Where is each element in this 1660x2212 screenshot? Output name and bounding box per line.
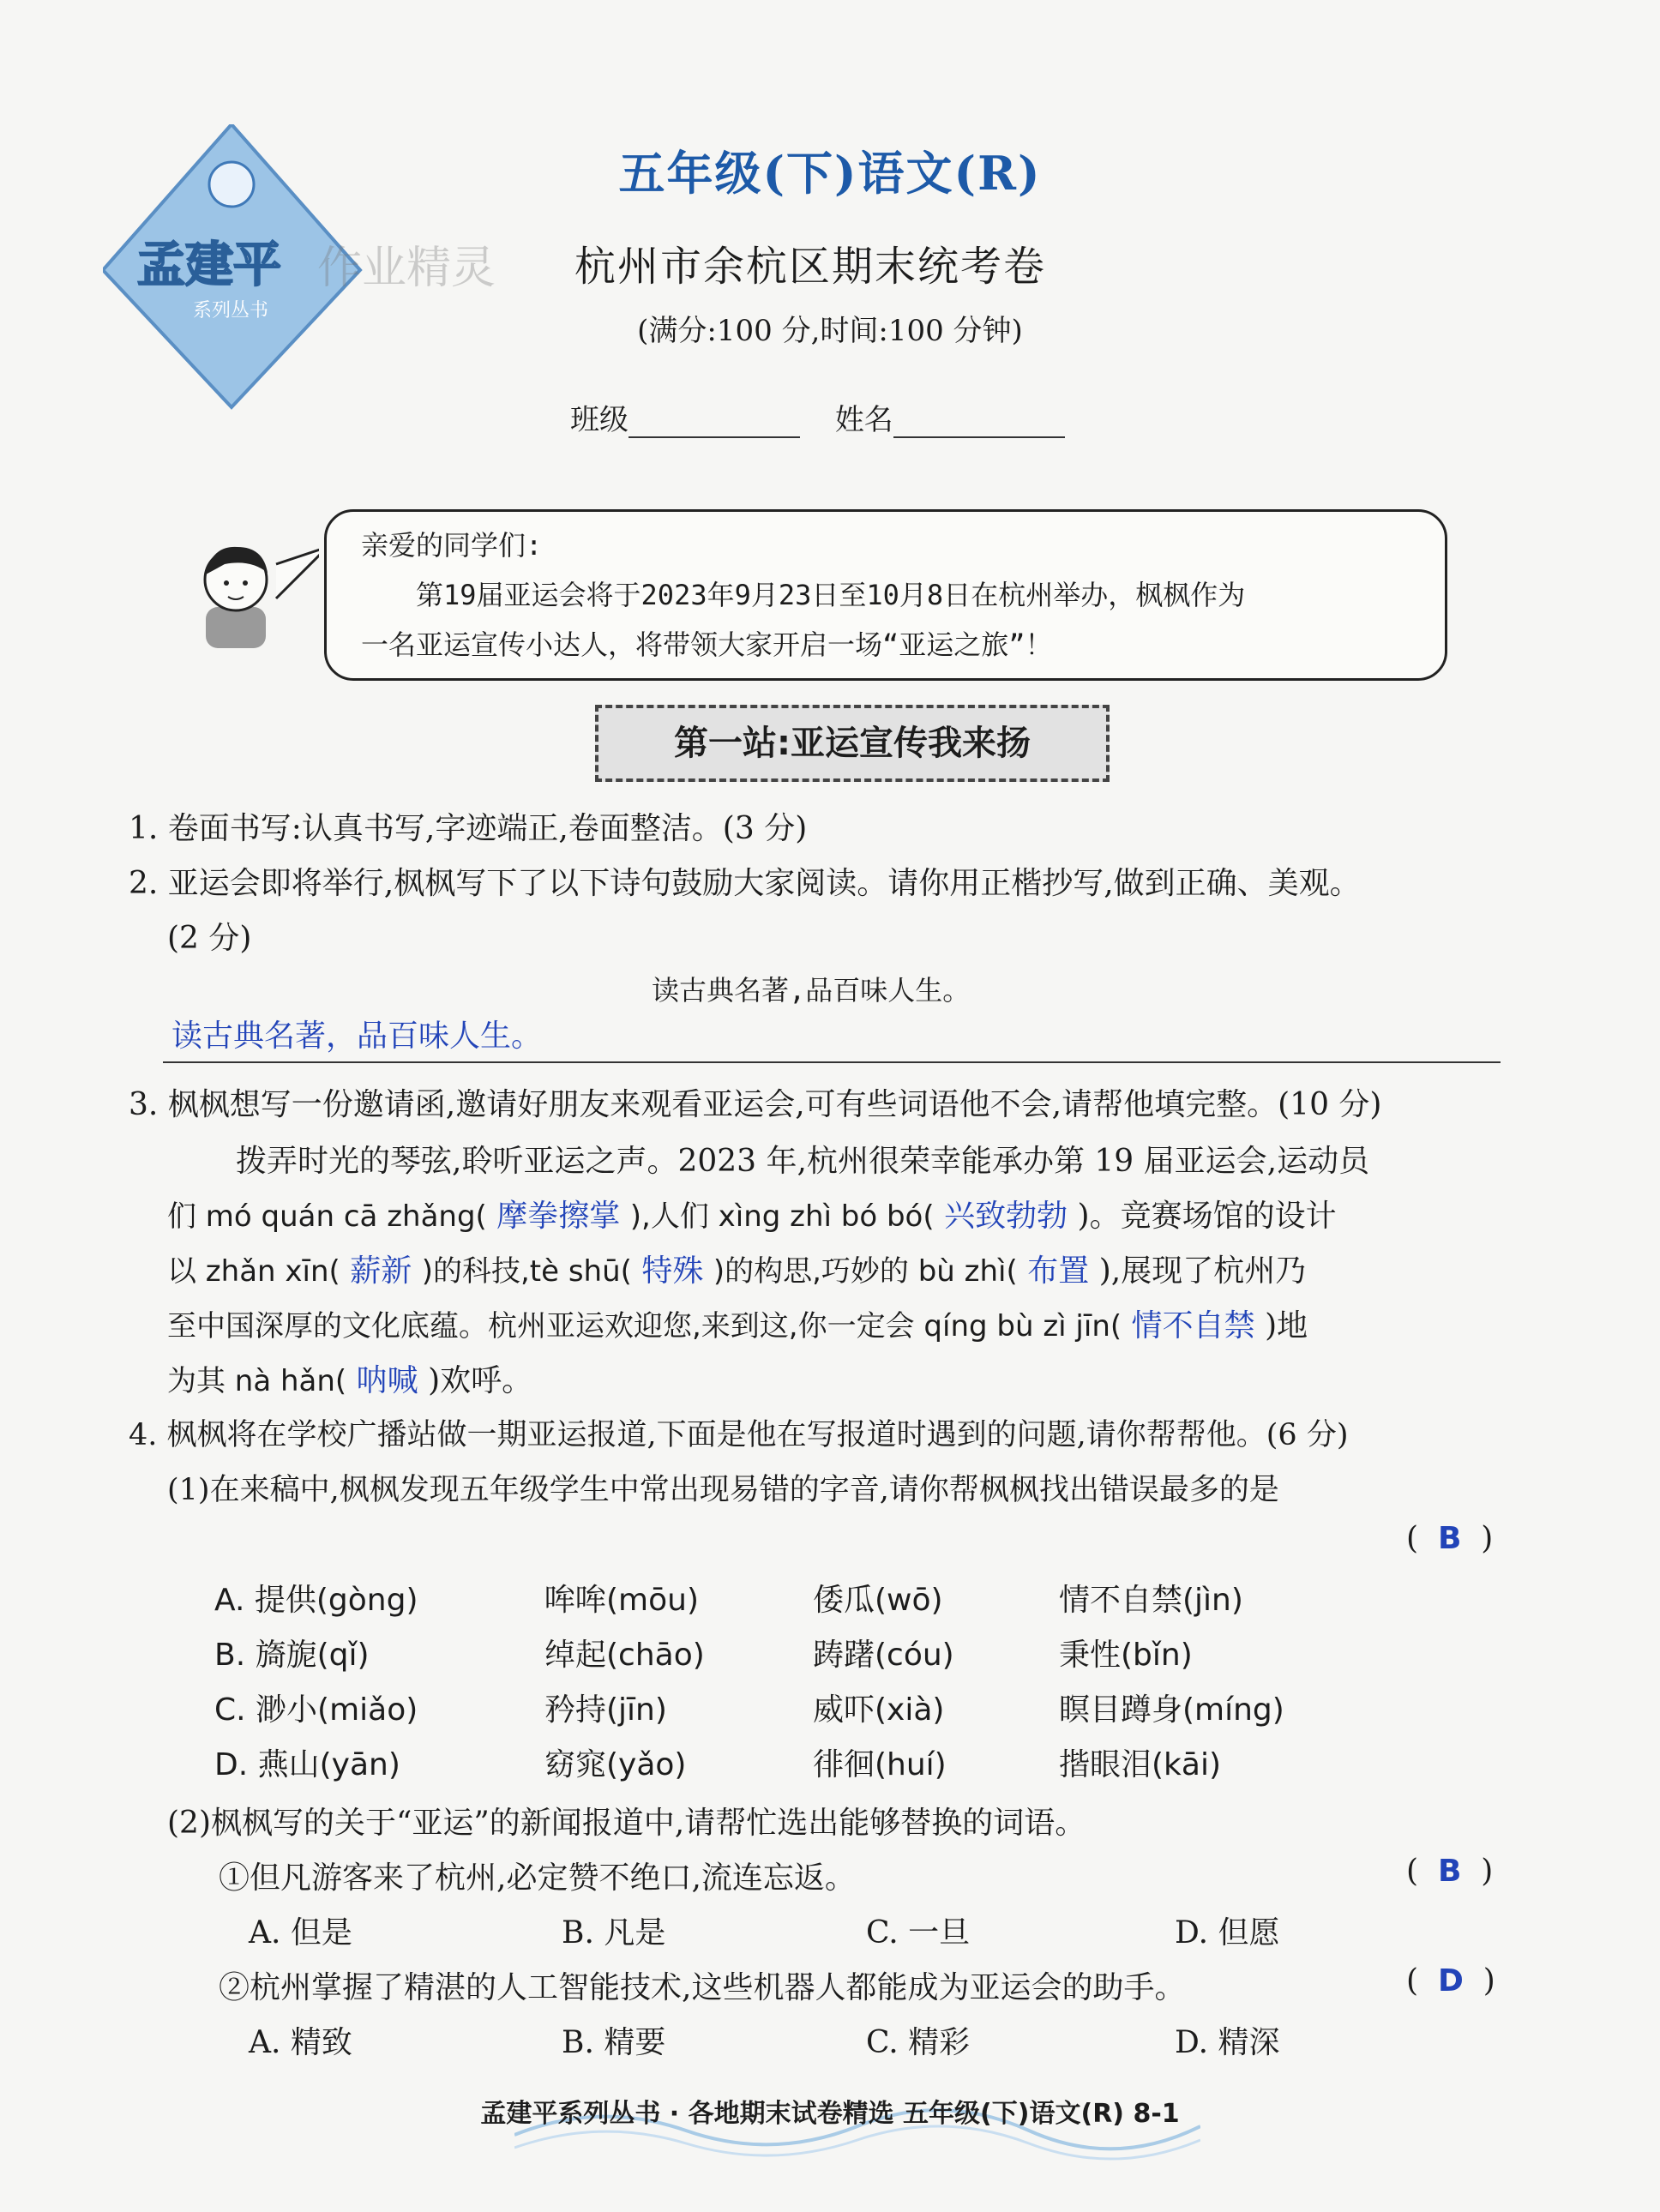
answer-blank[interactable]: 特殊 [641, 1253, 704, 1289]
q3-text-line4 [167, 1301, 1308, 1345]
q3-seg: ),人们 xìng zhì bó bó( [629, 1199, 935, 1234]
q4-option-cell[interactable]: A. 提供(gòng) [214, 1583, 418, 1618]
q4-option-cell: 情不自禁(jìn) [1059, 1583, 1243, 1618]
q4-option-cell: 徘徊(huí) [813, 1747, 947, 1782]
q4-sentence1: ①但凡游客来了杭州,必定赞不绝口,流连忘返。 [219, 1860, 856, 1896]
class-field[interactable] [629, 436, 800, 438]
q4-option-cell: 瞑目蹲身(míng) [1059, 1692, 1284, 1728]
score-time: (满分:100 分,时间:100 分钟) [637, 314, 1023, 348]
student-cartoon-icon [190, 530, 319, 653]
q3-seg: 为其 nà hǎn( [167, 1364, 347, 1398]
q4-part1-answer[interactable]: B [1437, 1521, 1462, 1556]
choice-option[interactable]: C. 一旦 [866, 1915, 971, 1951]
q3-text-line5 [167, 1356, 532, 1400]
q3-seg: 至中国深厚的文化底蕴。杭州亚运欢迎您,来到这,你一定会 qíng bù zì jīn( [167, 1309, 1122, 1343]
q4-part2: (2)枫枫写的关于“亚运”的新闻报道中,请帮忙选出能够替换的词语。 [167, 1806, 1086, 1841]
q4-option-cell: 倭瓜(wō) [813, 1583, 943, 1618]
choice-option[interactable]: C. 精彩 [866, 2025, 971, 2060]
answer-blank[interactable]: 薪新 [350, 1253, 412, 1289]
answer-blank[interactable]: 情不自禁 [1131, 1308, 1255, 1343]
q4-option-cell: 秉性(bǐn) [1059, 1638, 1193, 1673]
question-1: 1. 卷面书写:认真书写,字迹端正,卷面整洁。(3 分) [129, 811, 808, 846]
watermark: 作业精灵 [317, 243, 496, 294]
q3-text-line3 [167, 1247, 1306, 1290]
poem-line: 读古典名著,品百味人生。 [652, 974, 971, 1007]
q4-option-cell: 哞哞(mōu) [544, 1583, 700, 1618]
choice-option[interactable]: A. 但是 [249, 1915, 352, 1951]
q3-seg: 以 zhǎn xīn( [167, 1254, 340, 1289]
answer-blank[interactable]: 呐喊 [356, 1363, 418, 1398]
q4-option-cell: 绰起(chāo) [544, 1638, 705, 1673]
q3-seg: )欢呼。 [428, 1363, 533, 1398]
choice-option[interactable]: D. 但愿 [1175, 1915, 1280, 1951]
intro-line2: 一名亚运宣传小达人，将带领大家开启一场“亚运之旅”！ [361, 628, 1053, 661]
q4-s2-answer[interactable]: D [1437, 1963, 1464, 1999]
answer-blank[interactable]: 布置 [1027, 1253, 1090, 1289]
intro-line1: 第19届亚运会将于2023年9月23日至10月8日在杭州举办，枫枫作为 [416, 579, 1246, 611]
q4-option-cell: 威吓(xià) [813, 1692, 945, 1728]
answer-blank[interactable]: 兴致勃勃 [944, 1199, 1068, 1234]
intro-speech-bubble [324, 509, 1447, 681]
q4-sentence2: ②杭州掌握了精湛的人工智能技术,这些机器人都能成为亚运会的助手。 [219, 1970, 1186, 2005]
intro-greeting: 亲爱的同学们: [361, 529, 543, 562]
q3-seg: ),展现了杭州乃 [1098, 1253, 1307, 1289]
logo-brand: 孟建平 [137, 237, 281, 293]
q3-seg: 们 mó quán cā zhǎng( [167, 1199, 487, 1234]
q4-option-cell: 矜持(jīn) [544, 1692, 667, 1728]
q3-seg: )的构思,巧妙的 bù zhì( [713, 1254, 1018, 1289]
q4-option-cell: 窈窕(yǎo) [544, 1747, 687, 1782]
class-label: 班级 [570, 403, 629, 437]
exam-subtitle: 杭州市余杭区期末统考卷 [574, 243, 1047, 291]
answer-blank[interactable]: 摩拳擦掌 [496, 1199, 621, 1234]
q4-part1: (1)在来稿中,枫枫发现五年级学生中常出现易错的字音,请你帮枫枫找出错误最多的是 [167, 1473, 1279, 1507]
q4-option-cell: 踌躇(cóu) [813, 1638, 954, 1673]
station-1-heading: 第一站:亚运宣传我来扬 [595, 705, 1110, 782]
q4-option-cell[interactable]: C. 渺小(miǎo) [214, 1692, 418, 1728]
choice-option[interactable]: B. 精要 [562, 2025, 666, 2060]
choice-option[interactable]: B. 凡是 [562, 1915, 666, 1951]
q4-option-cell[interactable]: D. 燕山(yān) [214, 1747, 400, 1782]
name-row [570, 396, 1091, 438]
question-2-score: (2 分) [167, 921, 252, 956]
question-2: 2. 亚运会即将举行,枫枫写下了以下诗句鼓励大家阅读。请你用正楷抄写,做到正确、美观。 [129, 866, 1361, 901]
choice-option[interactable]: A. 精致 [249, 2025, 352, 2060]
question-4: 4. 枫枫将在学校广播站做一期亚运报道,下面是他在写报道时遇到的问题,请你帮帮他。(6 分) [129, 1418, 1349, 1452]
q4-option-cell[interactable]: B. 旖旎(qǐ) [214, 1638, 370, 1673]
q3-text-line2 [167, 1192, 1337, 1235]
writing-line [163, 1061, 1501, 1063]
q4-part1-answer-box: ( B ) [1406, 1521, 1494, 1556]
choice-option[interactable]: D. 精深 [1175, 2025, 1280, 2060]
q4-option-cell: 揩眼泪(kāi) [1059, 1747, 1222, 1782]
q4-s1-answer-box: ( B ) [1406, 1854, 1494, 1889]
question-3: 3. 枫枫想写一份邀请函,邀请好朋友来观看亚运会,可有些词语他不会,请帮他填完整。(10 分) [129, 1087, 1382, 1122]
name-label: 姓名 [834, 403, 893, 437]
q3-seg: )地 [1265, 1308, 1308, 1343]
q3-seg: )的科技,tè shū( [421, 1254, 632, 1289]
q3-text-line1: 拨弄时光的琴弦,聆听亚运之声。2023 年,杭州很荣幸能承办第 19 届亚运会,运动员 [236, 1144, 1370, 1179]
name-field[interactable] [893, 436, 1065, 438]
page-title: 五年级(下)语文(R) [618, 146, 1042, 201]
q3-seg: )。竞赛场馆的设计 [1077, 1199, 1337, 1234]
q4-s1-answer[interactable]: B [1437, 1854, 1462, 1889]
q4-s2-answer-box: ( D ) [1406, 1963, 1495, 1999]
page-footer: 孟建平系列丛书 · 各地期末试卷精选 五年级(下)语文(R) 8-1 [480, 2099, 1180, 2129]
logo-series: 系列丛书 [193, 300, 269, 322]
poem-answer[interactable]: 读古典名著，品百味人生。 [171, 1019, 543, 1054]
